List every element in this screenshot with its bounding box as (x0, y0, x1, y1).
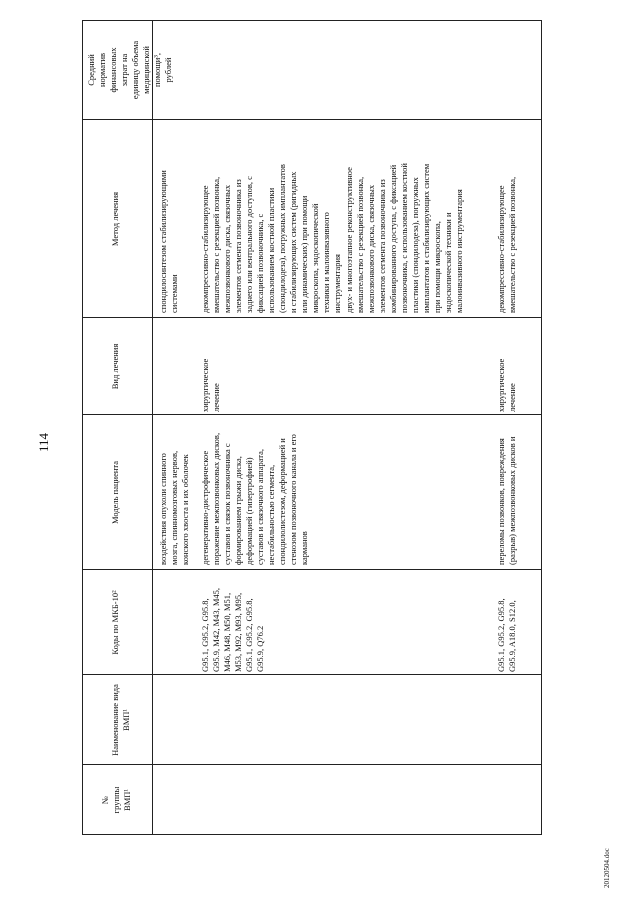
cell-method: декомпрессивно-стабилизирующее вмешательство с резекцией позвонка, межпозвонкового диска, связочных элементов сегмента позвоночника из заднего или вентрального доступов, с фиксацией позвоночника, с использованием костной пластики (спондилодеза), погружных имплантатов и стабилизирующих систем (ригидных или динамических) при помощи микроскопа, эндоскопической техники и малоинвазивного инструментария (200, 164, 342, 313)
header-treatment-type: Вид лечения (110, 343, 120, 390)
footer-filename: 20120504.doc (603, 848, 611, 888)
cell-treatment-type: хирургическое лечение (496, 358, 517, 412)
grid-line (82, 834, 542, 835)
header-vmp-name: Наименование вида ВМП¹ (110, 684, 131, 756)
cell-method-alt: двух- и многоэтапное реконструктивное вмешательство с резекцией позвонка, межпозвонкового диска, связочных элементов сегмента позвоночника из комбинированного доступа, с фиксацией позвоночника, с использованием костной пластики (спондилодеза), погружных имплантатов и стабилизирующих систем при помощи микроскопа, эндоскопической техники и малоинвазивного инструментария (344, 163, 464, 313)
cell-method: спондилосинтезом стабилизирующими системами (158, 170, 179, 313)
grid-line (82, 20, 83, 835)
col-sep (82, 674, 542, 675)
page-number: 114 (36, 432, 51, 452)
rotated-table-frame (82, 20, 542, 835)
cell-treatment-type: хирургическое лечение (200, 358, 221, 412)
cell-patient-model: воздействия опухоли спинного мозга, спинномозговых нервов, конского хвоста и их оболочек (158, 450, 190, 565)
header-separator (152, 20, 153, 835)
cell-icd-codes: G95.1, G95.2, G95.8, G95.9, A18.0, S12.0, (496, 598, 517, 672)
col-sep (82, 569, 542, 570)
col-sep (82, 317, 542, 318)
grid-line (82, 20, 542, 21)
vmp-table (82, 20, 542, 835)
header-group-no: № группы ВМП¹ (100, 786, 132, 814)
col-sep (82, 414, 542, 415)
cell-patient-model: переломы позвонков, повреждения (разрыв) межпозвонковых дисков и (496, 436, 517, 565)
col-sep (82, 764, 542, 765)
table-grid (82, 20, 542, 835)
cell-icd-codes: G95.1, G95.2, G95.8, G95.9, M42, M43, M45, M46, M48, M50, M51, M53, M92, M93, M95, G95.1, G95.2, G95.8, G95.9, Q76.2 (200, 587, 265, 672)
header-avg-cost: Средний норматив финансовых затрат на единицу объема медицинской помощи³, рублей (86, 40, 173, 100)
cell-method: декомпрессивно-стабилизирующее вмешательство с резекцией позвонка, (496, 176, 517, 313)
header-icd-codes: Коды по МКБ-10² (110, 590, 120, 655)
header-treatment-method: Метод лечения (110, 191, 120, 247)
grid-line (541, 20, 542, 835)
header-patient-model: Модель пациента (110, 460, 120, 525)
cell-patient-model: дегенеративно-дистрофическое поражение межпозвонковых дисков, суставов и связок позвоночника с формированием грыжи диска, деформацией (гипертрофией) суставов и связочного аппарата, нестабильностью сегмента, спондилолистезом, деформацией и стенозом позвоночного канала и его карманов (200, 432, 309, 565)
col-sep (82, 119, 542, 120)
